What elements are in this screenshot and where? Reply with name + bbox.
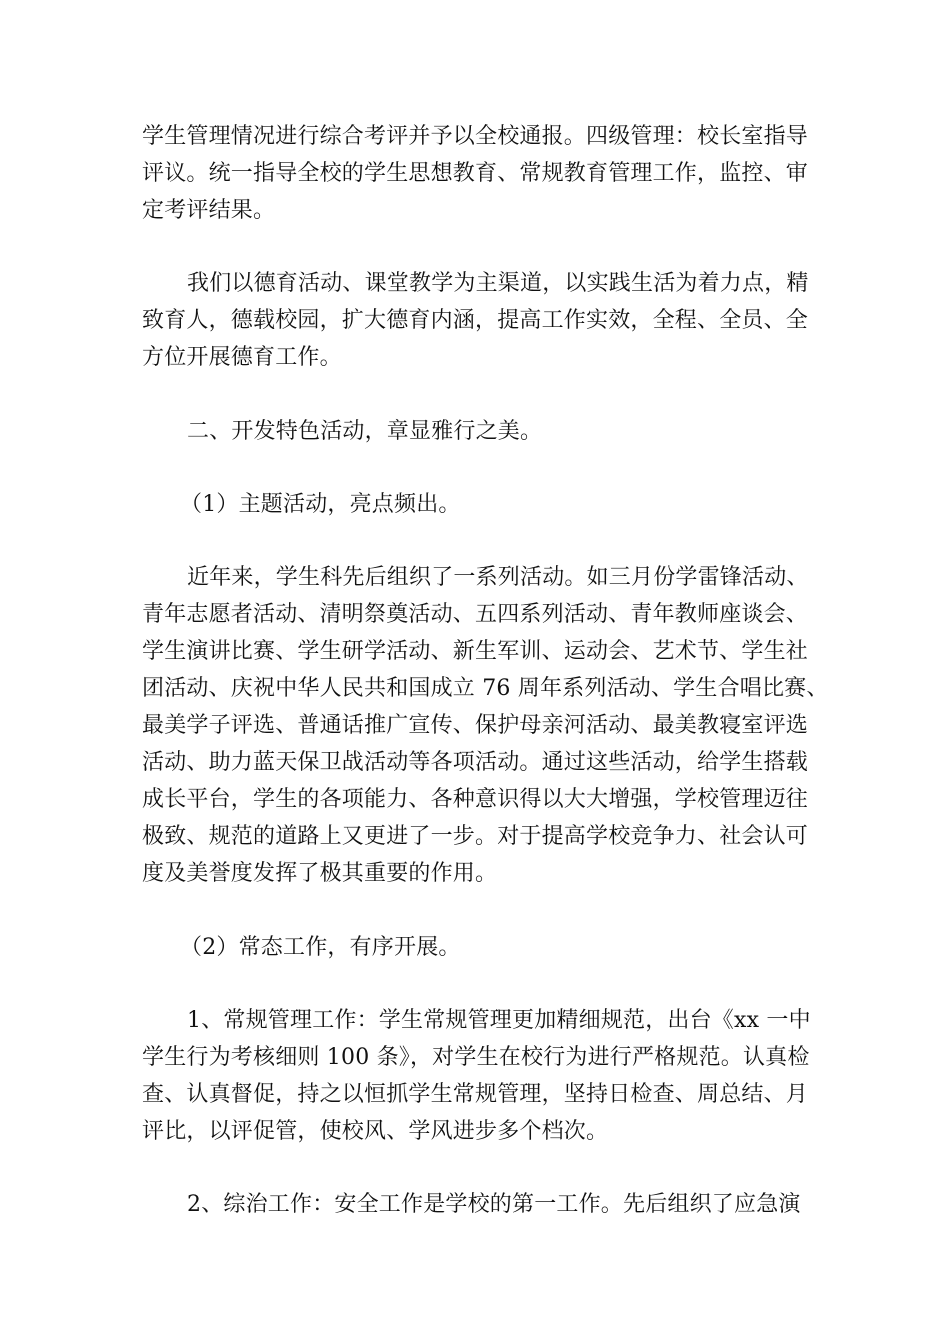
paragraph-line: 成长平台，学生的各项能力、各种意识得以大大增强，学校管理迈往 — [142, 787, 809, 812]
paragraph-line: 查、认真督促，持之以恒抓学生常规管理，坚持日检查、周总结、月 — [142, 1082, 809, 1107]
paragraph-line: 方位开展德育工作。 — [142, 345, 342, 370]
paragraph-line: 最美学子评选、普通话推广宣传、保护母亲河活动、最美教寝室评选 — [142, 713, 809, 738]
paragraph-line: 极致、规范的道路上又更进了一步。对于提高学校竞争力、社会认可 — [142, 824, 809, 849]
paragraph-line: 度及美誉度发挥了极其重要的作用。 — [142, 861, 498, 886]
paragraph-line: 近年来，学生科先后组织了一系列活动。如三月份学雷锋活动、 — [187, 565, 809, 590]
subsection-heading: （1）主题活动，亮点频出。 — [180, 492, 461, 517]
paragraph-line: 2、综治工作：安全工作是学校的第一工作。先后组织了应急演 — [187, 1192, 801, 1217]
paragraph-line: 团活动、庆祝中华人民共和国成立 76 周年系列活动、学生合唱比赛、 — [142, 676, 829, 701]
paragraph-line: 学生管理情况进行综合考评并予以全校通报。四级管理：校长室指导 — [142, 124, 809, 149]
subsection-heading: （2）常态工作，有序开展。 — [180, 935, 461, 960]
paragraph-line: 评议。统一指导全校的学生思想教育、常规教育管理工作，监控、审 — [142, 161, 809, 186]
paragraph-line: 1、常规管理工作：学生常规管理更加精细规范，出台《xx 一中 — [187, 1008, 811, 1033]
paragraph-line: 致育人，德载校园，扩大德育内涵，提高工作实效，全程、全员、全 — [142, 308, 809, 333]
paragraph-line: 定考评结果。 — [142, 198, 276, 223]
paragraph-line: 活动、助力蓝天保卫战活动等各项活动。通过这些活动，给学生搭载 — [142, 750, 809, 775]
paragraph-line: 评比，以评促管，使校风、学风进步多个档次。 — [142, 1119, 609, 1144]
paragraph-line: 青年志愿者活动、清明祭奠活动、五四系列活动、青年教师座谈会、 — [142, 602, 809, 627]
paragraph-line: 我们以德育活动、课堂教学为主渠道，以实践生活为着力点，精 — [187, 271, 809, 296]
paragraph-line: 学生演讲比赛、学生研学活动、新生军训、运动会、艺术节、学生社 — [142, 639, 809, 664]
paragraph-line: 学生行为考核细则 100 条》，对学生在校行为进行严格规范。认真检 — [142, 1045, 810, 1070]
section-heading: 二、开发特色活动，章显雅行之美。 — [187, 419, 543, 444]
